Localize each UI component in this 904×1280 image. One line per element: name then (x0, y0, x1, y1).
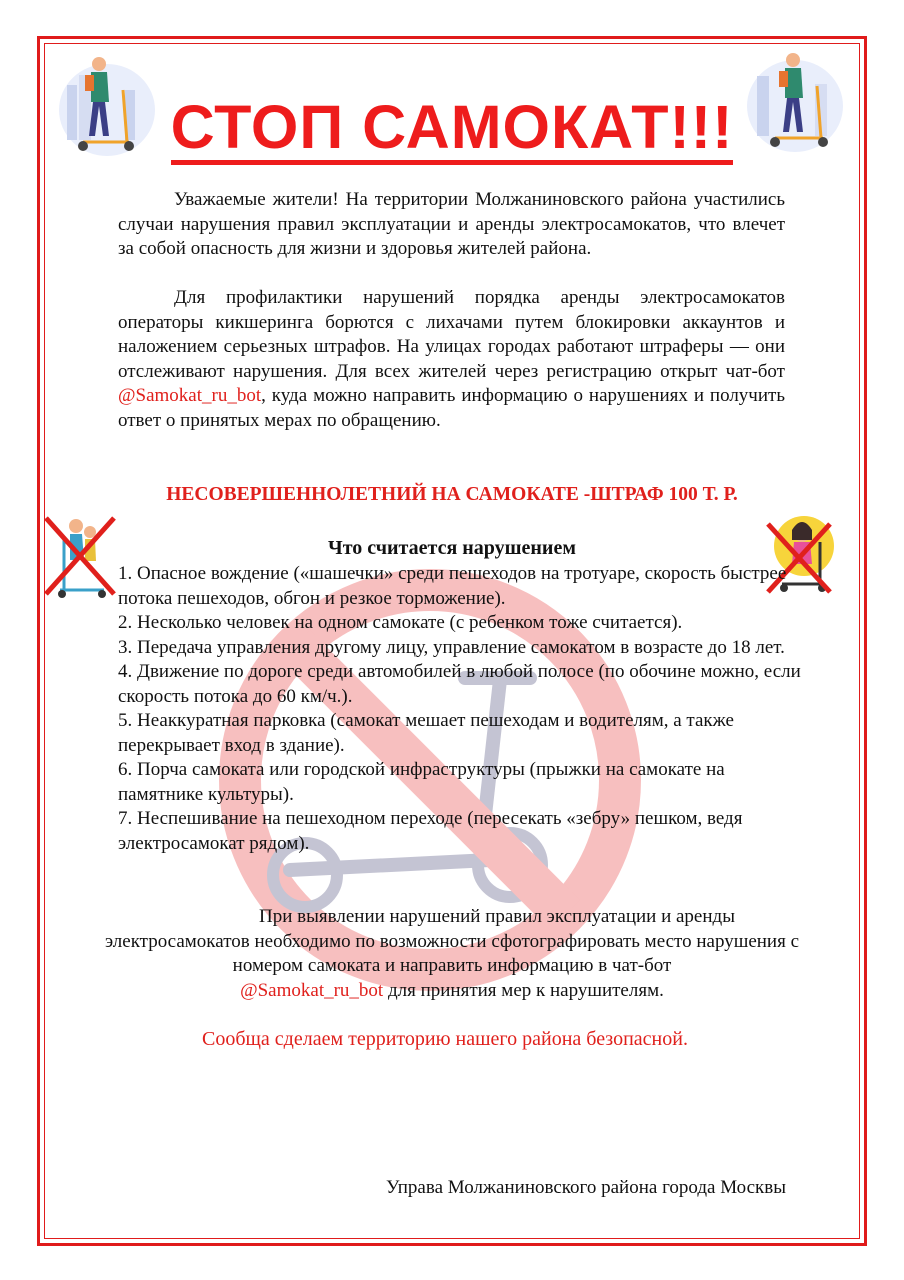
intro-text-end: , куда можно направить информацию о нарушениях и получить ответ о принятых мерах по обращению. (118, 385, 785, 431)
list-item: 5. Неаккуратная парковка (самокат мешает пешеходам и водителям, а также перекрывает вход в здание). (118, 710, 734, 756)
list-item: 1. Опасное вождение («шашечки» среди пешеходов на тротуаре, скорость быстрее потока пешеходов, обгон и резкое торможение). (118, 563, 787, 609)
closing-text-end: для принятия мер к нарушителям. (383, 979, 664, 1001)
page-title: СТОП САМОКАТ!!! (0, 92, 904, 165)
list-item: 6. Порча самоката или городской инфраструктуры (прыжки на самокате на памятнике культуры). (118, 759, 725, 805)
intro-paragraph-1: Уважаемые жители! На территории Молжаниновского района участились случаи нарушения правил эксплуатации и аренды электросамокатов, что влечет за собой опасность для жизни и здоровья жителей района. (118, 189, 785, 259)
list-item: 3. Передача управления другому лицу, управление самокатом в возрасте до 18 лет. (118, 636, 785, 658)
list-item: 7. Неспешивание на пешеходном переходе (пересекать «зебру» пешком, ведя электросамокат рядом). (118, 808, 743, 854)
fine-headline: НЕСОВЕРШЕННОЛЕТНИЙ НА САМОКАТЕ -ШТРАФ 100 Т. Р. (166, 484, 738, 505)
violations-heading: Что считается нарушением (328, 537, 576, 559)
violations-list (118, 562, 808, 856)
closing-paragraph (100, 905, 804, 1003)
closing-text: При выявлении нарушений правил эксплуатации и аренды электросамокатов необходимо по возможности сфотографировать место нарушения с номером самоката и направить информацию в чат-бот (104, 906, 800, 976)
intro-paragraph-2 (118, 286, 785, 433)
slogan: Сообща сделаем территорию нашего района безопасной. (202, 1028, 688, 1050)
list-item: 2. Несколько человек на одном самокате (с ребенком тоже считается). (118, 612, 683, 633)
intro-text: Для профилактики нарушений порядка аренды электросамокатов операторы кикшеринга борются с лихачами путем блокировки аккаунтов и наложением серьезных штрафов. На улицах городах работают штраферы — они отслеживают нарушения. Для всех жителей через регистрацию открыт чат-бот (118, 287, 785, 382)
chatbot-link[interactable]: @Samokat_ru_bot (118, 385, 262, 406)
list-item: 4. Движение по дороге среди автомобилей в любой полосе (по обочине можно, если скорость потока до 60 км/ч.). (118, 661, 801, 707)
chatbot-link[interactable]: @Samokat_ru_bot (240, 979, 384, 1001)
signature: Управа Молжаниновского района города Москвы (385, 1177, 786, 1198)
